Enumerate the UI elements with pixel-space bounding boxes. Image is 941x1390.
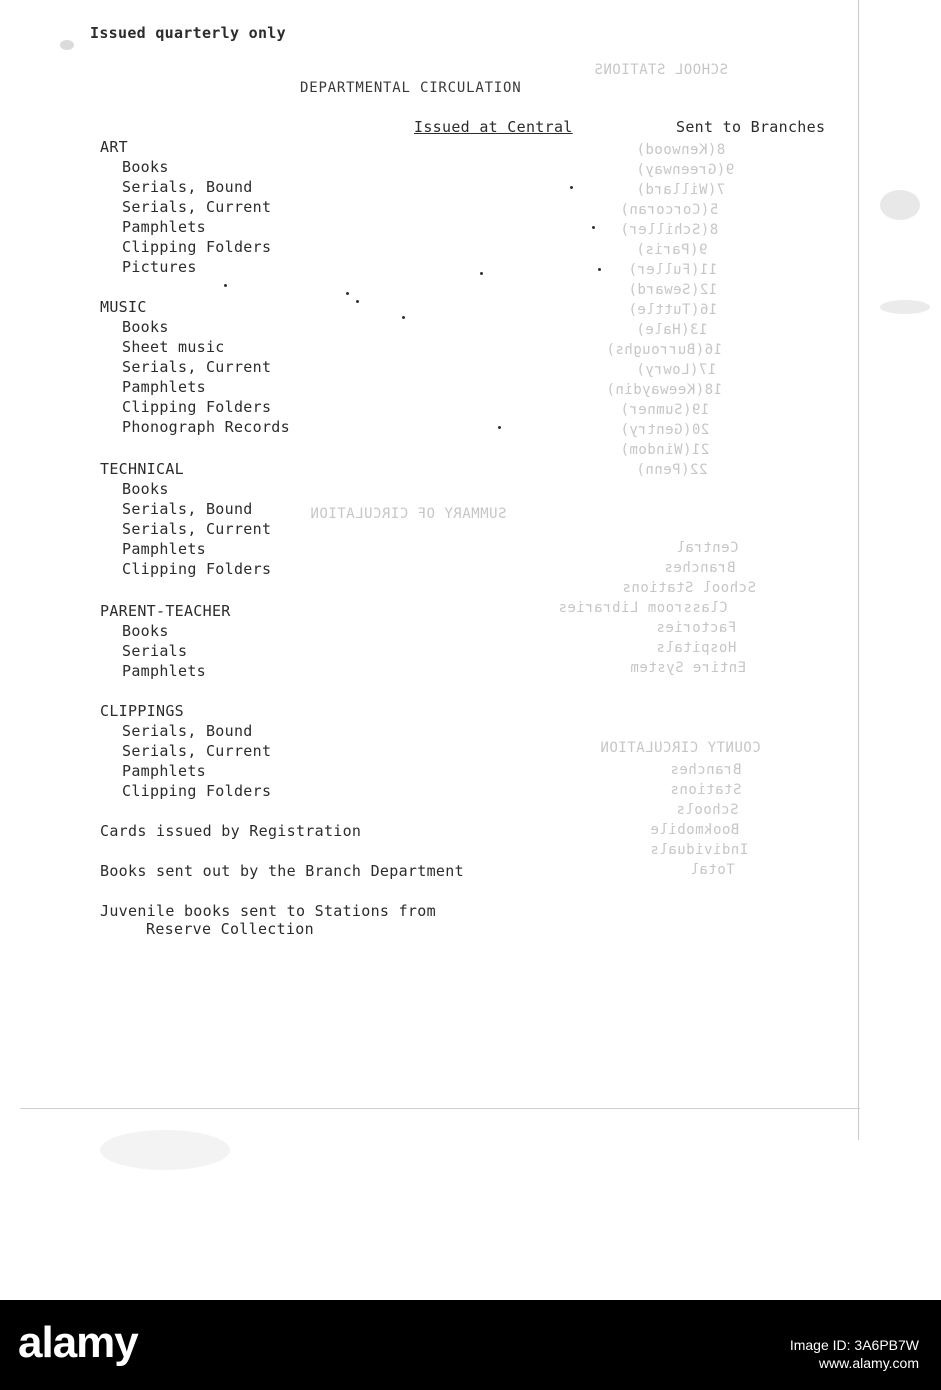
bleed-through-line: Bookmobile	[650, 822, 740, 838]
bleed-through-heading: SUMMARY OF CIRCULATION	[310, 506, 507, 522]
ink-dot	[598, 268, 601, 271]
watermark-image-id: Image ID: 3A6PB7W	[789, 1337, 919, 1353]
footer-line: Reserve Collection	[146, 920, 314, 938]
bleed-through-line: 7(Willard)	[636, 182, 726, 198]
bleed-through-line: 18(Keewaydin)	[606, 382, 723, 398]
row-label: Books	[122, 158, 169, 176]
bleed-through-line: 8(Kenwood)	[636, 142, 726, 158]
bleed-through-heading: SCHOOL STATIONS	[594, 62, 728, 78]
section-heading: PARENT-TEACHER	[100, 602, 231, 620]
bleed-through-line: 9(Paris)	[636, 242, 708, 258]
watermark-logo: alamy	[18, 1318, 138, 1367]
page-title: DEPARTMENTAL CIRCULATION	[300, 80, 522, 96]
row-label: Serials, Current	[122, 358, 272, 376]
issue-note: Issued quarterly only	[90, 24, 286, 42]
footer-line: Juvenile books sent to Stations from	[100, 902, 436, 920]
row-label: Pictures	[122, 258, 197, 276]
watermark-info	[790, 1336, 919, 1372]
ink-dot	[402, 316, 405, 319]
row-label: Pamphlets	[122, 662, 206, 680]
bleed-through-line: 16(Tuttle)	[628, 302, 718, 318]
row-label: Pamphlets	[122, 378, 206, 396]
row-label: Pamphlets	[122, 762, 206, 780]
bleed-through-line: Total	[690, 862, 735, 878]
row-label: Clipping Folders	[122, 782, 272, 800]
row-label: Pamphlets	[122, 218, 206, 236]
bleed-through-line: Individuals	[650, 842, 749, 858]
row-label: Sheet music	[122, 338, 225, 356]
ink-dot	[224, 284, 227, 287]
bleed-through-line: 13(Hale)	[636, 322, 708, 338]
bleed-through-line: Schools	[676, 802, 739, 818]
bleed-through-heading: COUNTY CIRCULATION	[600, 740, 761, 756]
row-label: Clipping Folders	[122, 398, 272, 416]
bleed-through-line: 20(Gentry)	[620, 422, 710, 438]
ink-dot	[356, 300, 359, 303]
ink-dot	[570, 186, 573, 189]
bleed-through-line: Stations	[670, 782, 742, 798]
bleed-through-line: 22(Penn)	[636, 462, 708, 478]
row-label: Serials, Current	[122, 198, 272, 216]
bleed-through-line: 11(Fuller)	[628, 262, 718, 278]
bleed-through-line: 8(Schiller)	[620, 222, 719, 238]
bleed-through-line: 12(Seward)	[628, 282, 718, 298]
row-label: Books	[122, 318, 169, 336]
smudge	[100, 1130, 230, 1170]
row-label: Clipping Folders	[122, 560, 272, 578]
page-crease	[858, 0, 859, 1140]
bleed-through-line: Classroom Libraries	[558, 600, 728, 616]
row-label: Serials, Current	[122, 742, 272, 760]
ink-dot	[346, 292, 349, 295]
ink-dot	[592, 226, 595, 229]
section-heading: CLIPPINGS	[100, 702, 184, 720]
bleed-through-line: Hospitals	[656, 640, 737, 656]
smudge	[880, 300, 930, 314]
watermark-site: www.alamy.com	[818, 1355, 919, 1371]
column-header-central: Issued at Central	[414, 118, 573, 136]
bleed-through-line: 19(Sumner)	[620, 402, 710, 418]
page-fold	[20, 1108, 860, 1109]
row-label: Serials	[122, 642, 188, 660]
bleed-through-line: Central	[676, 540, 739, 556]
bleed-through-line: 16(Burroughs)	[606, 342, 723, 358]
row-label: Phonograph Records	[122, 418, 290, 436]
bleed-through-line: Factories	[656, 620, 737, 636]
column-header-branches: Sent to Branches	[676, 118, 826, 136]
ink-dot	[498, 426, 501, 429]
row-label: Serials, Bound	[122, 178, 253, 196]
bleed-through-line: 9(Greenway)	[636, 162, 735, 178]
row-label: Books	[122, 622, 169, 640]
section-heading: MUSIC	[100, 298, 147, 316]
bleed-through-line: Entire System	[630, 660, 747, 676]
section-heading: TECHNICAL	[100, 460, 184, 478]
row-label: Serials, Current	[122, 520, 272, 538]
footer-line: Books sent out by the Branch Department	[100, 862, 464, 880]
smudge	[60, 40, 74, 50]
bleed-through-line: 17(Lowry)	[636, 362, 717, 378]
bleed-through-line: 5(Corcoran)	[620, 202, 719, 218]
row-label: Clipping Folders	[122, 238, 272, 256]
row-label: Books	[122, 480, 169, 498]
row-label: Pamphlets	[122, 540, 206, 558]
ink-dot	[480, 272, 483, 275]
bleed-through-line: School Stations	[622, 580, 756, 596]
section-heading: ART	[100, 138, 128, 156]
bleed-through-line: 21(Windom)	[620, 442, 710, 458]
row-label: Serials, Bound	[122, 722, 253, 740]
bleed-through-line: Branches	[670, 762, 742, 778]
footer-line: Cards issued by Registration	[100, 822, 362, 840]
row-label: Serials, Bound	[122, 500, 253, 518]
smudge	[880, 190, 920, 220]
bleed-through-line: Branches	[664, 560, 736, 576]
